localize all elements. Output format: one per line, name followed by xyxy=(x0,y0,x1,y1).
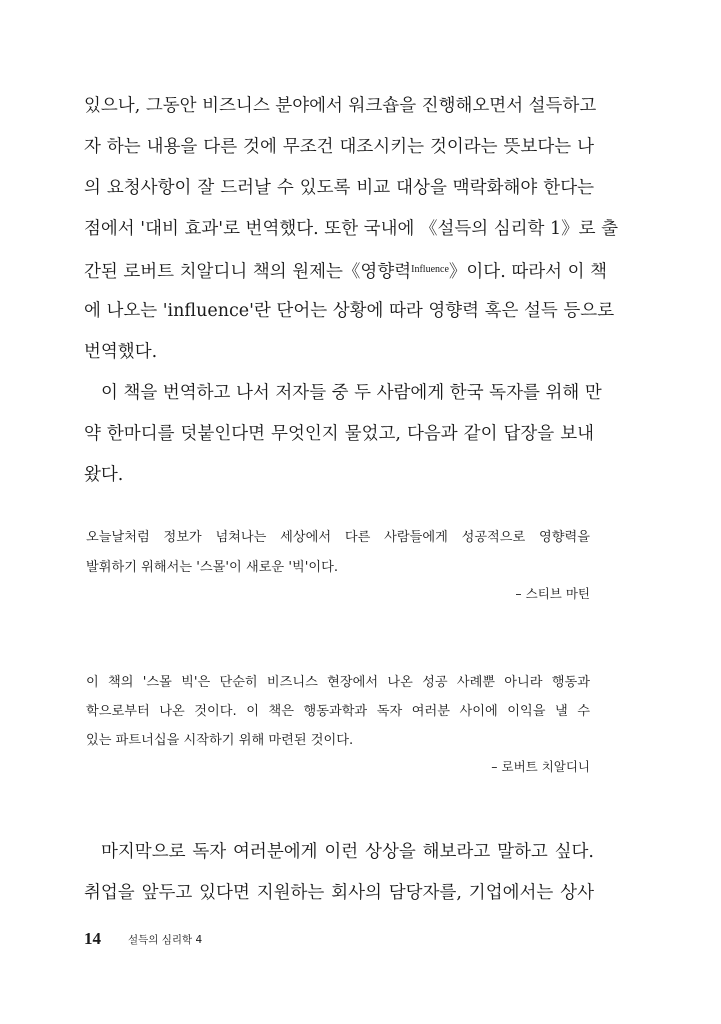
body-line: 이 책을 번역하고 나서 저자들 중 두 사람에게 한국 독자를 위해 만 xyxy=(101,383,602,403)
page-number: 14 xyxy=(84,929,101,948)
body-text: 간된 로버트 치알디니 책의 원제는《영향력 xyxy=(84,262,412,282)
body-text: 》이다. 따라서 이 책 xyxy=(448,262,607,282)
quote-attribution: – 스티브 마틴 xyxy=(515,586,590,601)
body-line: 취업을 앞두고 있다면 지원하는 회사의 담당자를, 기업에서는 상사 xyxy=(84,883,594,903)
quote-line: 오늘날처럼 정보가 넘쳐나는 세상에서 다른 사람들에게 성공적으로 영향력을 xyxy=(86,530,590,545)
quote-line: 발휘하기 위해서는 '스몰'이 새로운 '빅'이다. xyxy=(86,560,339,575)
body-line: 의 요청사항이 잘 드러날 수 있도록 비교 대상을 맥락화해야 한다는 xyxy=(84,178,594,198)
body-line: 에 나오는 'influence'란 단어는 상황에 따라 영향력 혹은 설득 등으로 xyxy=(84,301,615,321)
body-line: 약 한마디를 덧붙인다면 무엇인지 물었고, 다음과 같이 답장을 보내 xyxy=(84,424,594,444)
quote-line: 있는 파트너십을 시작하기 위해 마련된 것이다. xyxy=(86,733,354,748)
body-line: 점에서 '대비 효과'로 번역했다. 또한 국내에 《설득의 심리학 1》로 출 xyxy=(84,219,619,239)
superscript-original-title: Influence xyxy=(411,264,449,275)
running-title: 설득의 심리학 4 xyxy=(128,934,203,946)
body-line: 있으나, 그동안 비즈니스 분야에서 워크숍을 진행해오면서 설득하고 xyxy=(84,96,597,116)
body-line: 마지막으로 독자 여러분에게 이런 상상을 해보라고 말하고 싶다. xyxy=(101,842,594,862)
quote-attribution: – 로버트 치알디니 xyxy=(491,759,590,774)
quote-line: 학으로부터 나온 것이다. 이 책은 행동과학과 독자 여러분 사이에 이익을 낼 수 xyxy=(86,704,590,719)
body-line xyxy=(84,258,607,284)
body-line: 자 하는 내용을 다른 것에 무조건 대조시키는 것이라는 뜻보다는 나 xyxy=(84,137,594,157)
body-line: 번역했다. xyxy=(84,342,158,362)
quote-line: 이 책의 '스몰 빅'은 단순히 비즈니스 현장에서 나온 성공 사례뿐 아니라 행동과 xyxy=(86,675,590,690)
body-line: 왔다. xyxy=(84,465,124,485)
